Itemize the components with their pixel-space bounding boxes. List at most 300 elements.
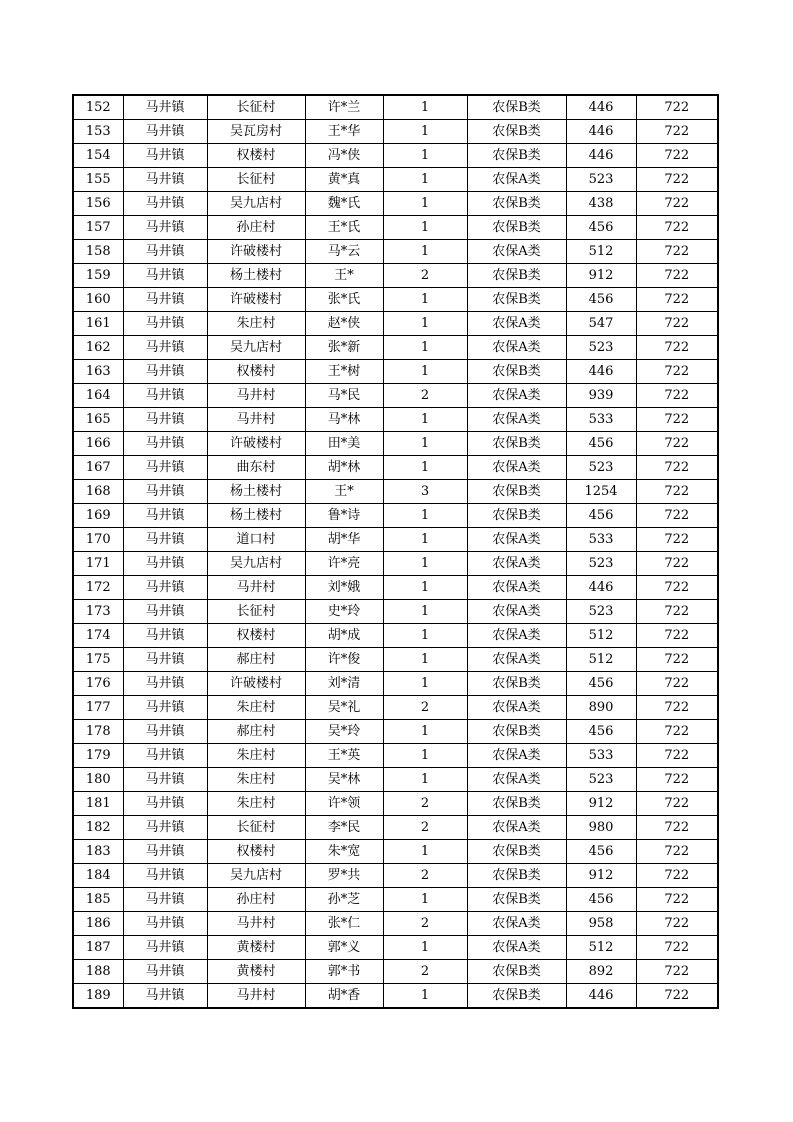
category-cell: 农保A类 bbox=[467, 576, 566, 600]
village-cell: 黄楼村 bbox=[207, 936, 305, 960]
table-row bbox=[73, 864, 718, 888]
name-cell: 马*民 bbox=[305, 384, 383, 408]
index-cell: 179 bbox=[73, 744, 123, 768]
standard-cell: 722 bbox=[636, 984, 718, 1009]
town-cell: 马井镇 bbox=[123, 480, 207, 504]
village-cell: 权楼村 bbox=[207, 624, 305, 648]
count-cell: 2 bbox=[383, 864, 467, 888]
table-row bbox=[73, 312, 718, 336]
count-cell: 2 bbox=[383, 696, 467, 720]
standard-cell: 722 bbox=[636, 864, 718, 888]
table-row bbox=[73, 95, 718, 120]
town-cell: 马井镇 bbox=[123, 360, 207, 384]
town-cell: 马井镇 bbox=[123, 384, 207, 408]
table-row bbox=[73, 360, 718, 384]
village-cell: 马井村 bbox=[207, 408, 305, 432]
town-cell: 马井镇 bbox=[123, 288, 207, 312]
category-cell: 农保B类 bbox=[467, 720, 566, 744]
category-cell: 农保B类 bbox=[467, 360, 566, 384]
table-row bbox=[73, 792, 718, 816]
village-cell: 许破楼村 bbox=[207, 288, 305, 312]
town-cell: 马井镇 bbox=[123, 216, 207, 240]
category-cell: 农保A类 bbox=[467, 696, 566, 720]
category-cell: 农保A类 bbox=[467, 768, 566, 792]
index-cell: 159 bbox=[73, 264, 123, 288]
name-cell: 胡*华 bbox=[305, 528, 383, 552]
name-cell: 马*云 bbox=[305, 240, 383, 264]
village-cell: 长征村 bbox=[207, 168, 305, 192]
name-cell: 郭*义 bbox=[305, 936, 383, 960]
name-cell: 黄*真 bbox=[305, 168, 383, 192]
town-cell: 马井镇 bbox=[123, 312, 207, 336]
name-cell: 许*亮 bbox=[305, 552, 383, 576]
standard-cell: 722 bbox=[636, 384, 718, 408]
amount-cell: 438 bbox=[566, 192, 636, 216]
standard-cell: 722 bbox=[636, 192, 718, 216]
town-cell: 马井镇 bbox=[123, 264, 207, 288]
amount-cell: 980 bbox=[566, 816, 636, 840]
table-row bbox=[73, 480, 718, 504]
count-cell: 1 bbox=[383, 312, 467, 336]
name-cell: 郭*书 bbox=[305, 960, 383, 984]
town-cell: 马井镇 bbox=[123, 936, 207, 960]
standard-cell: 722 bbox=[636, 288, 718, 312]
index-cell: 171 bbox=[73, 552, 123, 576]
town-cell: 马井镇 bbox=[123, 696, 207, 720]
index-cell: 166 bbox=[73, 432, 123, 456]
index-cell: 178 bbox=[73, 720, 123, 744]
category-cell: 农保B类 bbox=[467, 960, 566, 984]
village-cell: 长征村 bbox=[207, 95, 305, 120]
name-cell: 胡*成 bbox=[305, 624, 383, 648]
town-cell: 马井镇 bbox=[123, 456, 207, 480]
table-row bbox=[73, 528, 718, 552]
count-cell: 1 bbox=[383, 984, 467, 1009]
village-cell: 曲东村 bbox=[207, 456, 305, 480]
category-cell: 农保A类 bbox=[467, 624, 566, 648]
table-row bbox=[73, 720, 718, 744]
name-cell: 胡*林 bbox=[305, 456, 383, 480]
category-cell: 农保A类 bbox=[467, 744, 566, 768]
name-cell: 刘*清 bbox=[305, 672, 383, 696]
table-row bbox=[73, 504, 718, 528]
table-row bbox=[73, 240, 718, 264]
standard-cell: 722 bbox=[636, 504, 718, 528]
village-cell: 朱庄村 bbox=[207, 792, 305, 816]
standard-cell: 722 bbox=[636, 912, 718, 936]
standard-cell: 722 bbox=[636, 480, 718, 504]
category-cell: 农保A类 bbox=[467, 936, 566, 960]
amount-cell: 456 bbox=[566, 504, 636, 528]
standard-cell: 722 bbox=[636, 264, 718, 288]
index-cell: 169 bbox=[73, 504, 123, 528]
name-cell: 吴*礼 bbox=[305, 696, 383, 720]
index-cell: 182 bbox=[73, 816, 123, 840]
name-cell: 王*华 bbox=[305, 120, 383, 144]
count-cell: 1 bbox=[383, 95, 467, 120]
standard-cell: 722 bbox=[636, 672, 718, 696]
index-cell: 154 bbox=[73, 144, 123, 168]
table-row bbox=[73, 408, 718, 432]
table-row bbox=[73, 192, 718, 216]
village-cell: 郝庄村 bbox=[207, 720, 305, 744]
index-cell: 184 bbox=[73, 864, 123, 888]
table-body bbox=[73, 95, 718, 1008]
amount-cell: 523 bbox=[566, 336, 636, 360]
name-cell: 王*英 bbox=[305, 744, 383, 768]
name-cell: 许*领 bbox=[305, 792, 383, 816]
category-cell: 农保A类 bbox=[467, 816, 566, 840]
count-cell: 1 bbox=[383, 576, 467, 600]
category-cell: 农保B类 bbox=[467, 984, 566, 1009]
town-cell: 马井镇 bbox=[123, 95, 207, 120]
village-cell: 长征村 bbox=[207, 600, 305, 624]
amount-cell: 533 bbox=[566, 408, 636, 432]
town-cell: 马井镇 bbox=[123, 984, 207, 1009]
count-cell: 1 bbox=[383, 360, 467, 384]
name-cell: 史*玲 bbox=[305, 600, 383, 624]
category-cell: 农保A类 bbox=[467, 408, 566, 432]
village-cell: 吴九店村 bbox=[207, 192, 305, 216]
name-cell: 王*树 bbox=[305, 360, 383, 384]
index-cell: 152 bbox=[73, 95, 123, 120]
amount-cell: 446 bbox=[566, 576, 636, 600]
table-row bbox=[73, 840, 718, 864]
name-cell: 魏*氏 bbox=[305, 192, 383, 216]
standard-cell: 722 bbox=[636, 792, 718, 816]
index-cell: 156 bbox=[73, 192, 123, 216]
name-cell: 吴*玲 bbox=[305, 720, 383, 744]
count-cell: 1 bbox=[383, 144, 467, 168]
count-cell: 1 bbox=[383, 168, 467, 192]
name-cell: 张*仁 bbox=[305, 912, 383, 936]
table-row bbox=[73, 744, 718, 768]
count-cell: 1 bbox=[383, 840, 467, 864]
count-cell: 1 bbox=[383, 768, 467, 792]
standard-cell: 722 bbox=[636, 840, 718, 864]
amount-cell: 533 bbox=[566, 744, 636, 768]
count-cell: 2 bbox=[383, 384, 467, 408]
amount-cell: 446 bbox=[566, 144, 636, 168]
standard-cell: 722 bbox=[636, 744, 718, 768]
town-cell: 马井镇 bbox=[123, 816, 207, 840]
amount-cell: 1254 bbox=[566, 480, 636, 504]
data-table bbox=[72, 94, 719, 1009]
category-cell: 农保B类 bbox=[467, 144, 566, 168]
table-row bbox=[73, 552, 718, 576]
category-cell: 农保B类 bbox=[467, 120, 566, 144]
standard-cell: 722 bbox=[636, 408, 718, 432]
amount-cell: 456 bbox=[566, 840, 636, 864]
village-cell: 吴九店村 bbox=[207, 864, 305, 888]
village-cell: 孙庄村 bbox=[207, 216, 305, 240]
count-cell: 1 bbox=[383, 336, 467, 360]
index-cell: 172 bbox=[73, 576, 123, 600]
town-cell: 马井镇 bbox=[123, 504, 207, 528]
town-cell: 马井镇 bbox=[123, 888, 207, 912]
village-cell: 杨土楼村 bbox=[207, 264, 305, 288]
name-cell: 赵*侠 bbox=[305, 312, 383, 336]
town-cell: 马井镇 bbox=[123, 720, 207, 744]
standard-cell: 722 bbox=[636, 432, 718, 456]
amount-cell: 523 bbox=[566, 168, 636, 192]
index-cell: 170 bbox=[73, 528, 123, 552]
table-row bbox=[73, 648, 718, 672]
amount-cell: 446 bbox=[566, 360, 636, 384]
amount-cell: 512 bbox=[566, 240, 636, 264]
standard-cell: 722 bbox=[636, 552, 718, 576]
category-cell: 农保B类 bbox=[467, 672, 566, 696]
count-cell: 1 bbox=[383, 504, 467, 528]
table-row bbox=[73, 576, 718, 600]
amount-cell: 890 bbox=[566, 696, 636, 720]
amount-cell: 512 bbox=[566, 936, 636, 960]
count-cell: 1 bbox=[383, 624, 467, 648]
category-cell: 农保A类 bbox=[467, 600, 566, 624]
count-cell: 1 bbox=[383, 888, 467, 912]
standard-cell: 722 bbox=[636, 960, 718, 984]
index-cell: 189 bbox=[73, 984, 123, 1009]
table-row bbox=[73, 888, 718, 912]
index-cell: 168 bbox=[73, 480, 123, 504]
amount-cell: 523 bbox=[566, 600, 636, 624]
town-cell: 马井镇 bbox=[123, 552, 207, 576]
amount-cell: 958 bbox=[566, 912, 636, 936]
index-cell: 153 bbox=[73, 120, 123, 144]
index-cell: 175 bbox=[73, 648, 123, 672]
count-cell: 1 bbox=[383, 552, 467, 576]
amount-cell: 456 bbox=[566, 720, 636, 744]
amount-cell: 456 bbox=[566, 672, 636, 696]
name-cell: 王* bbox=[305, 480, 383, 504]
town-cell: 马井镇 bbox=[123, 960, 207, 984]
name-cell: 王* bbox=[305, 264, 383, 288]
village-cell: 吴瓦房村 bbox=[207, 120, 305, 144]
index-cell: 188 bbox=[73, 960, 123, 984]
standard-cell: 722 bbox=[636, 240, 718, 264]
category-cell: 农保B类 bbox=[467, 432, 566, 456]
amount-cell: 939 bbox=[566, 384, 636, 408]
amount-cell: 456 bbox=[566, 888, 636, 912]
name-cell: 张*新 bbox=[305, 336, 383, 360]
index-cell: 161 bbox=[73, 312, 123, 336]
index-cell: 181 bbox=[73, 792, 123, 816]
index-cell: 155 bbox=[73, 168, 123, 192]
amount-cell: 523 bbox=[566, 552, 636, 576]
count-cell: 1 bbox=[383, 432, 467, 456]
standard-cell: 722 bbox=[636, 720, 718, 744]
name-cell: 罗*共 bbox=[305, 864, 383, 888]
count-cell: 1 bbox=[383, 120, 467, 144]
amount-cell: 456 bbox=[566, 288, 636, 312]
index-cell: 185 bbox=[73, 888, 123, 912]
name-cell: 许*兰 bbox=[305, 95, 383, 120]
category-cell: 农保A类 bbox=[467, 552, 566, 576]
town-cell: 马井镇 bbox=[123, 744, 207, 768]
town-cell: 马井镇 bbox=[123, 792, 207, 816]
table-row bbox=[73, 216, 718, 240]
village-cell: 长征村 bbox=[207, 816, 305, 840]
amount-cell: 512 bbox=[566, 648, 636, 672]
village-cell: 道口村 bbox=[207, 528, 305, 552]
amount-cell: 446 bbox=[566, 120, 636, 144]
village-cell: 吴九店村 bbox=[207, 336, 305, 360]
village-cell: 许破楼村 bbox=[207, 240, 305, 264]
town-cell: 马井镇 bbox=[123, 600, 207, 624]
amount-cell: 533 bbox=[566, 528, 636, 552]
village-cell: 黄楼村 bbox=[207, 960, 305, 984]
village-cell: 权楼村 bbox=[207, 360, 305, 384]
category-cell: 农保B类 bbox=[467, 888, 566, 912]
count-cell: 1 bbox=[383, 216, 467, 240]
table-row bbox=[73, 264, 718, 288]
village-cell: 马井村 bbox=[207, 384, 305, 408]
standard-cell: 722 bbox=[636, 336, 718, 360]
table-row bbox=[73, 600, 718, 624]
amount-cell: 523 bbox=[566, 456, 636, 480]
amount-cell: 523 bbox=[566, 768, 636, 792]
village-cell: 朱庄村 bbox=[207, 744, 305, 768]
table-row bbox=[73, 936, 718, 960]
category-cell: 农保A类 bbox=[467, 528, 566, 552]
town-cell: 马井镇 bbox=[123, 624, 207, 648]
category-cell: 农保A类 bbox=[467, 648, 566, 672]
table-row bbox=[73, 384, 718, 408]
name-cell: 马*林 bbox=[305, 408, 383, 432]
town-cell: 马井镇 bbox=[123, 672, 207, 696]
amount-cell: 912 bbox=[566, 864, 636, 888]
standard-cell: 722 bbox=[636, 528, 718, 552]
town-cell: 马井镇 bbox=[123, 768, 207, 792]
count-cell: 3 bbox=[383, 480, 467, 504]
index-cell: 167 bbox=[73, 456, 123, 480]
standard-cell: 722 bbox=[636, 144, 718, 168]
town-cell: 马井镇 bbox=[123, 528, 207, 552]
category-cell: 农保A类 bbox=[467, 456, 566, 480]
village-cell: 许破楼村 bbox=[207, 672, 305, 696]
town-cell: 马井镇 bbox=[123, 120, 207, 144]
count-cell: 1 bbox=[383, 456, 467, 480]
table-row bbox=[73, 120, 718, 144]
count-cell: 1 bbox=[383, 672, 467, 696]
name-cell: 王*氏 bbox=[305, 216, 383, 240]
amount-cell: 912 bbox=[566, 792, 636, 816]
category-cell: 农保B类 bbox=[467, 264, 566, 288]
village-cell: 朱庄村 bbox=[207, 312, 305, 336]
table-row bbox=[73, 816, 718, 840]
category-cell: 农保B类 bbox=[467, 864, 566, 888]
town-cell: 马井镇 bbox=[123, 192, 207, 216]
index-cell: 186 bbox=[73, 912, 123, 936]
town-cell: 马井镇 bbox=[123, 432, 207, 456]
table-row bbox=[73, 144, 718, 168]
table-row bbox=[73, 168, 718, 192]
name-cell: 刘*娥 bbox=[305, 576, 383, 600]
category-cell: 农保B类 bbox=[467, 480, 566, 504]
village-cell: 马井村 bbox=[207, 912, 305, 936]
standard-cell: 722 bbox=[636, 120, 718, 144]
standard-cell: 722 bbox=[636, 936, 718, 960]
town-cell: 马井镇 bbox=[123, 864, 207, 888]
category-cell: 农保B类 bbox=[467, 504, 566, 528]
count-cell: 1 bbox=[383, 192, 467, 216]
village-cell: 马井村 bbox=[207, 576, 305, 600]
table-row bbox=[73, 624, 718, 648]
index-cell: 164 bbox=[73, 384, 123, 408]
name-cell: 吴*林 bbox=[305, 768, 383, 792]
town-cell: 马井镇 bbox=[123, 408, 207, 432]
count-cell: 1 bbox=[383, 288, 467, 312]
village-cell: 杨土楼村 bbox=[207, 504, 305, 528]
town-cell: 马井镇 bbox=[123, 144, 207, 168]
count-cell: 1 bbox=[383, 600, 467, 624]
amount-cell: 456 bbox=[566, 432, 636, 456]
index-cell: 187 bbox=[73, 936, 123, 960]
amount-cell: 892 bbox=[566, 960, 636, 984]
standard-cell: 722 bbox=[636, 816, 718, 840]
village-cell: 权楼村 bbox=[207, 840, 305, 864]
standard-cell: 722 bbox=[636, 576, 718, 600]
index-cell: 173 bbox=[73, 600, 123, 624]
standard-cell: 722 bbox=[636, 312, 718, 336]
index-cell: 160 bbox=[73, 288, 123, 312]
category-cell: 农保B类 bbox=[467, 840, 566, 864]
standard-cell: 722 bbox=[636, 624, 718, 648]
count-cell: 2 bbox=[383, 912, 467, 936]
standard-cell: 722 bbox=[636, 768, 718, 792]
town-cell: 马井镇 bbox=[123, 576, 207, 600]
count-cell: 1 bbox=[383, 744, 467, 768]
standard-cell: 722 bbox=[636, 600, 718, 624]
table-row bbox=[73, 672, 718, 696]
count-cell: 2 bbox=[383, 816, 467, 840]
name-cell: 孙*芝 bbox=[305, 888, 383, 912]
town-cell: 马井镇 bbox=[123, 648, 207, 672]
index-cell: 176 bbox=[73, 672, 123, 696]
town-cell: 马井镇 bbox=[123, 336, 207, 360]
town-cell: 马井镇 bbox=[123, 912, 207, 936]
name-cell: 许*俊 bbox=[305, 648, 383, 672]
standard-cell: 722 bbox=[636, 696, 718, 720]
category-cell: 农保A类 bbox=[467, 912, 566, 936]
table-row bbox=[73, 960, 718, 984]
table-row bbox=[73, 456, 718, 480]
village-cell: 朱庄村 bbox=[207, 696, 305, 720]
village-cell: 朱庄村 bbox=[207, 768, 305, 792]
table-row bbox=[73, 696, 718, 720]
town-cell: 马井镇 bbox=[123, 240, 207, 264]
table-row bbox=[73, 432, 718, 456]
standard-cell: 722 bbox=[636, 168, 718, 192]
amount-cell: 547 bbox=[566, 312, 636, 336]
index-cell: 180 bbox=[73, 768, 123, 792]
count-cell: 1 bbox=[383, 408, 467, 432]
town-cell: 马井镇 bbox=[123, 168, 207, 192]
name-cell: 胡*香 bbox=[305, 984, 383, 1009]
name-cell: 田*美 bbox=[305, 432, 383, 456]
amount-cell: 912 bbox=[566, 264, 636, 288]
name-cell: 李*民 bbox=[305, 816, 383, 840]
village-cell: 郝庄村 bbox=[207, 648, 305, 672]
town-cell: 马井镇 bbox=[123, 840, 207, 864]
index-cell: 174 bbox=[73, 624, 123, 648]
table-row bbox=[73, 984, 718, 1009]
index-cell: 183 bbox=[73, 840, 123, 864]
category-cell: 农保A类 bbox=[467, 336, 566, 360]
standard-cell: 722 bbox=[636, 888, 718, 912]
count-cell: 2 bbox=[383, 792, 467, 816]
village-cell: 许破楼村 bbox=[207, 432, 305, 456]
